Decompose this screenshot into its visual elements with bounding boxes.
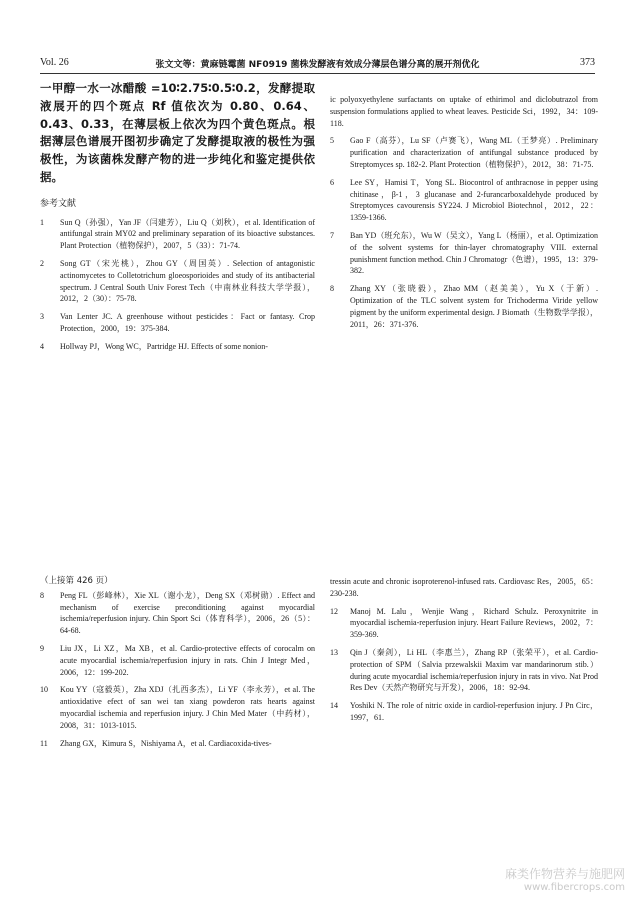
reference-text: tressin acute and chronic isoproterenol-infused rats. Cardiovasc Res，2005，65：230-238. [330,577,598,598]
reference-text: Van Lenter JC. A greenhouse without pesticides：Fact or fantasy. Crop Protection，2000，19：375-384. [60,312,315,333]
reference-item [330,576,598,600]
reference-item [40,311,315,335]
reference-item [40,590,315,637]
reference-item [330,135,598,170]
reference-item [40,684,315,731]
reference-text: Gao F（高芬），Lu SF（卢赛飞），Wang ML（王梦亮）. Preliminary purification and characterization of antifungal substance produced by Streptomyces sp. 182-2. Plant Protection（植物保护），2012，38：71-75. [350,136,598,169]
reference-number: 7 [330,230,334,240]
reference-item [330,283,598,330]
reference-number: 11 [40,738,48,748]
left-column-bottom [40,576,315,755]
reference-item [40,738,315,750]
reference-text: Yoshiki N. The role of nitric oxide in cardiol-reperfusion injury. J Pn Circ，1997，61. [350,701,598,722]
reference-item [330,647,598,694]
references-heading: 参考文献 [40,198,77,209]
running-title: 张文文等：黄麻链霉菌 NF0919 菌株发酵液有效成分薄层色谱分离的展开剂优化 [155,60,480,70]
page-header [40,55,595,75]
reference-item [40,217,315,252]
reference-number: 12 [330,606,338,616]
reference-number: 5 [330,136,334,146]
right-column-bottom [330,576,598,730]
volume-label: Vol. 26 [40,57,69,68]
reference-text: Manoj M. Lalu，Wenjie Wang，Richard Schulz. Peroxynitrite in myocardial ischemia-reperfusion injury. Heart Failure Reviews，2002，7：359-369. [350,606,598,640]
reference-number: 13 [330,647,338,657]
reference-text: Peng FL（彭峰林），Xie XL（谢小龙），Deng SX（邓树勋）. Effect and mechanism of exercise preconditioning against myocardial ischemia/reperfusion injury. Chin Sport Sci（体育科学），2006，26（5）：64-68. [60,590,315,636]
left-column-top [40,80,315,359]
reference-text: Qin J（秦剑），Li HL（李惠兰），Zhang RP（张荣平），et al. Cardio-protection of SPM（Salvia przewalskii Maxim var mandarinorum stib.）during acute myocardial ischemia/reperfusion injury in rats in vivo. Nat Prod Res Dev（天然产物研究与开发），2006，18：92-94. [350,647,598,693]
reference-item [40,258,315,305]
continued-reference-list-right [330,576,598,724]
reference-number: 6 [330,177,334,187]
reference-number: 1 [40,217,44,227]
continued-reference-list [40,590,315,750]
watermark [505,865,625,893]
reference-text: Zhang XY（张晓毅），Zhao MM（赵美美），Yu X（于新）. Optimization of the TLC solvent system for Trichoderma Viride yellow pigment by the uniform experimental design. J Biomath（生物数学学报），2011，26：371-376. [350,284,598,329]
reference-number: 10 [40,685,48,695]
reference-number: 3 [40,312,44,322]
reference-list-right [330,94,598,330]
reference-text: Zhang GX，Kimura S，Nishiyama A，et al. Cardiacoxida-tives- [60,738,272,748]
reference-number: 8 [330,284,334,294]
reference-text: Song GT（宋光桃），Zhou GY（周国英）. Selection of antagonistic actinomycetes to Colletotrichum gloeosporioides and study of its antibacterial spectrum. J Central South Univ Forest Tech（中南林业科技大学学报），2012，2（30）：75-78. [60,258,315,304]
reference-item [330,230,598,277]
reference-item [330,700,598,724]
reference-text: Liu JX，Li XZ，Ma XB，et al. Cardio-protective effects of corocalm on acute myocardial ischemia/reperfusion injury in rats. Chin J Integr Med，2006，12：199-202. [60,643,315,677]
reference-item [330,94,598,129]
reference-number: 9 [40,643,44,653]
reference-text: Lee SY，Hamisi T，Yong SL. Biocontrol of anthracnose in pepper using chitinase，β-1，3 glucanase and 2-furancarboxaldehyde produced by Streptomyces cavourensis SY224. J Microbiol Biotechnol，2012，22：1359-1366. [350,177,598,223]
reference-text: ic polyoxyethylene surfactants on uptake of ethirimol and diclobutrazol from suspension formulations applied to wheat leaves. Pesticide Sci，1992，34：109-118. [330,95,598,128]
reference-list [40,217,315,353]
reference-number: 14 [330,701,338,711]
reference-text: Ban YD（班允东），Wu W（吴文），Yang L（杨丽），et al. Optimization of the solvent systems for thin-layer chromatography VIII. external punishment function method. Chin J Chromatogr（色谱），1995，13：379-382. [350,230,598,276]
reference-item [40,341,315,353]
reference-number: 4 [40,341,44,351]
reference-number: 8 [40,590,44,600]
page-number: 373 [580,57,595,68]
right-column-top [330,94,598,336]
reference-item [40,643,315,678]
header-rule [40,73,595,74]
reference-text: Kou YY（寇毅英），Zha XDJ（扎西多杰），Li YF（李永芳），et al. The antioxidative efect of san wei tan xiang powderon rats hearts against myocardial ischemia and reperfusion injury. J Chin Med Mater（中药材），2008，31：1013-1015. [60,685,315,730]
continuation-heading: （上接第 426 页） [40,576,113,586]
reference-item [330,177,598,224]
reference-number: 2 [40,258,44,268]
reference-text: Hollway PJ，Wong WC，Partridge HJ. Effects of some nonion- [60,341,268,351]
reference-item [330,606,598,641]
body-paragraph: 一甲醇一水一冰醋酸 =10∶2.75∶0.5∶0.2，发酵提取液展开的四个斑点 Rf 值依次为 0.80、0.64、0.43、0.33，在薄层板上依次为四个黄色斑点。根据薄层色谱展开图初步确定了发酵提取液的极性为强极性，为该菌株发酵产物的进一步纯化和鉴定提供依据。 [40,81,315,184]
watermark-line1: 麻类作物营养与施肥网 [504,867,625,881]
reference-text: Sun Q（孙强），Yan JF（闫建芳），Liu Q（刘秋），et al. Identification of antifungal strain MY02 and preliminary separation of its bioactive substances. Plant Protection（植物保护），2007，5（33）：71-74. [60,217,315,251]
watermark-line2: www.fibercrops.com [523,882,625,893]
